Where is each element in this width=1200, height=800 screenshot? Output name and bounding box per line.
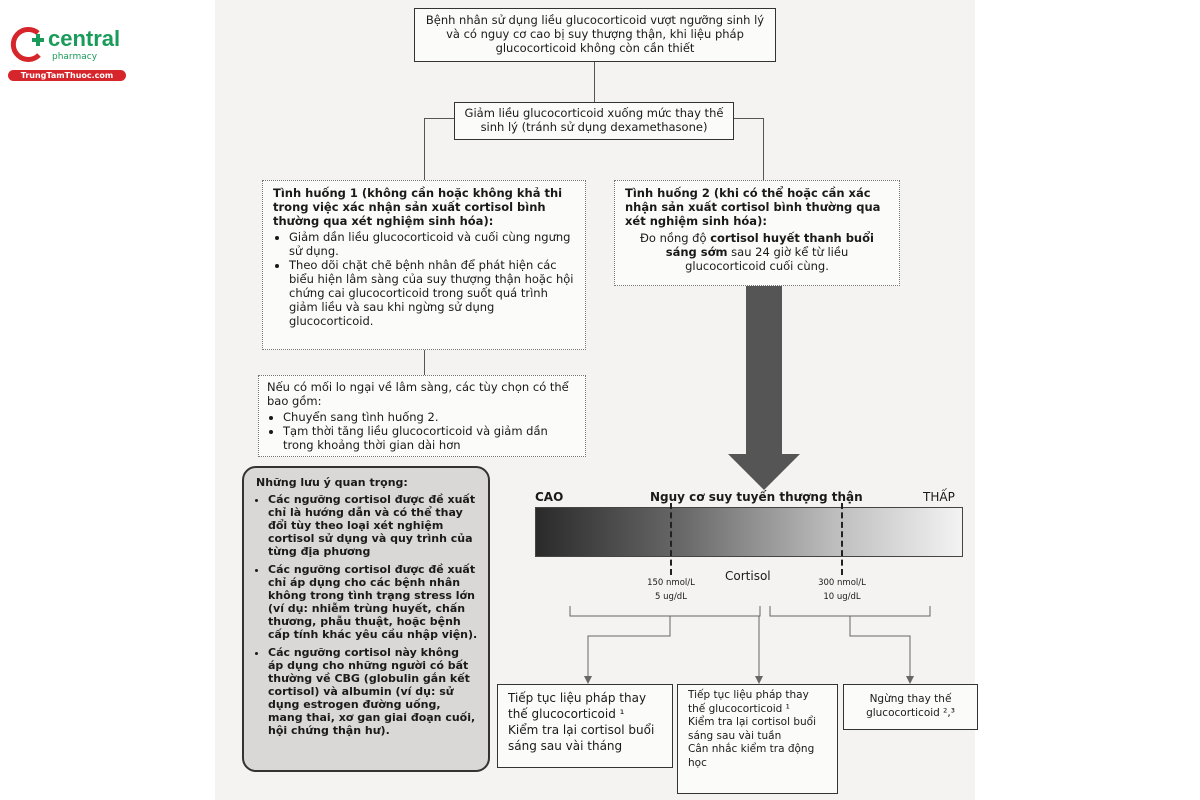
scenario-1-item: • Giảm dần liều glucocorticoid và cuối cùng ngưng sử dụng. [289,230,575,258]
concern-item: • Chuyển sang tình huống 2. [283,410,577,424]
clinical-concern-box [258,375,586,457]
outcome-1-line: Tiếp tục liệu pháp thay thế glucocorticoid ¹ [508,691,647,721]
risk-low-label: THẤP [923,490,955,504]
threshold-150-line [670,503,672,575]
tick-150-nmol: 150 nmol/L [647,578,695,588]
connector [734,118,764,119]
logo-brand: central [48,26,121,51]
scenario-1-item: • Theo dõi chặt chẽ bệnh nhân để phát hiện các biểu hiện lâm sàng của suy thượng thận hoặc hội chứng cai glucocorticoid trong suốt quá trình giảm liều và sau khi ngừng sử dụng glucocorticoid. [289,258,575,328]
notes-item: • Các ngưỡng cortisol này không áp dụng cho những người có bất thường về CBG (globulin gắn kết cortisol) và albumin (ví dụ: sử dụng estrogen đường uống, mang thai, xơ gan giai đoạn cuối, hội chứng thận hư). [268,646,478,737]
scenario-2-title: Tình huống 2 (khi có thể hoặc cần xác nhận sản xuất cortisol bình thường qua xét nghiệm sinh hóa): [625,186,881,228]
outcome-high-cortisol-box: Ngừng thay thế glucocorticoid ²,³ [843,684,978,730]
down-arrow-icon [726,286,802,490]
taper-dose-box: Giảm liều glucocorticoid xuống mức thay thế sinh lý (tránh sử dụng dexamethasone) [454,102,734,140]
notes-item: • Các ngưỡng cortisol được đề xuất chỉ là hướng dẫn và có thể thay đổi tùy theo loại xét nghiệm cortisol sử dụng và quy trình của từng địa phương [268,493,478,558]
scenario-2-text: Đo nồng độ cortisol huyết thanh buổi sáng sớm sau 24 giờ kể từ liều glucocorticoid cuối cùng. [640,231,874,273]
logo-sub: pharmacy [52,52,98,62]
outcome-mid-cortisol-box [677,684,838,794]
notes-item: • Các ngưỡng cortisol được đề xuất chỉ áp dụng cho các bệnh nhân không trong tình trạng stress lớn (ví dụ: nhiễm trùng huyết, chấn thương, phẫu thuật, hoặc bệnh cấp tính khác yêu cầu nhập viện). [268,563,478,641]
concern-intro: Nếu có mối lo ngại về lâm sàng, các tùy chọn có thể bao gồm: [267,380,569,408]
important-notes-box [242,466,490,772]
outcome-low-cortisol-box [497,684,673,768]
scenario-1-box [262,180,586,350]
eligibility-box: Bệnh nhân sử dụng liều glucocorticoid vượt ngưỡng sinh lý và có nguy cơ cao bị suy thượng thận, khi liệu pháp glucocorticoid không còn cần thiết [414,8,776,62]
outcome-2-line: Kiểm tra lại cortisol buổi sáng sau vài tuần [688,716,816,742]
outcome-1-line: Kiểm tra lại cortisol buổi sáng sau vài tháng [508,723,655,753]
logo-site: TrungTamThuoc.com [8,70,126,81]
connector [424,350,425,375]
adrenal-risk-gradient-bar [535,507,963,557]
scenario-1-title: Tình huống 1 (không cần hoặc không khả thi trong việc xác nhận sản xuất cortisol bình thường qua xét nghiệm sinh hóa): [273,186,563,228]
scenario-2-box [614,180,900,286]
outcome-2-line: Tiếp tục liệu pháp thay thế glucocorticoid ¹ [688,689,809,715]
central-pharmacy-logo [8,24,128,84]
outcome-2-line: Cân nhắc kiểm tra động học [688,743,815,769]
connector [424,118,454,119]
risk-title: Nguy cơ suy tuyến thượng thận [650,490,863,504]
outcome-brackets [560,606,940,686]
connector [594,62,595,102]
concern-item: • Tạm thời tăng liều glucocorticoid và giảm dần trong khoảng thời gian dài hơn [283,424,577,452]
cortisol-axis-label: Cortisol [725,569,771,583]
threshold-300-line [841,503,843,575]
risk-high-label: CAO [535,490,564,504]
tick-300-nmol: 300 nmol/L [818,578,866,588]
notes-title: Những lưu ý quan trọng: [256,476,408,489]
tick-10-ugdl: 10 ug/dL [823,592,861,602]
connector [424,118,425,180]
connector [763,118,764,180]
pharmacy-cross-icon [8,24,48,64]
tick-5-ugdl: 5 ug/dL [655,592,687,602]
